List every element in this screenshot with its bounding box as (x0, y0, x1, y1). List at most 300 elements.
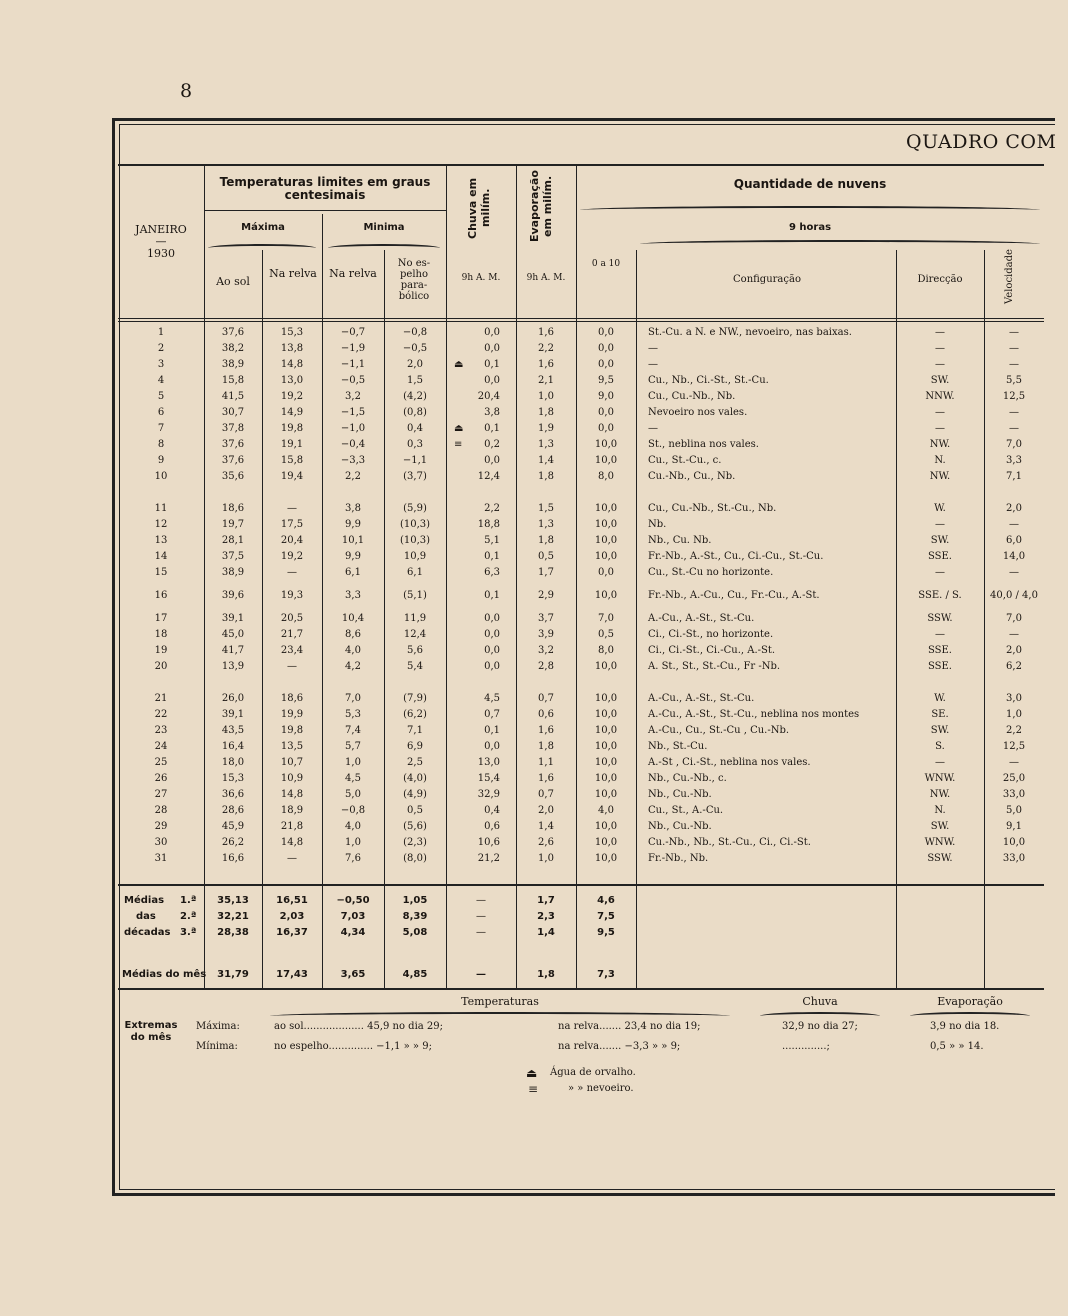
row-relva-min: 7,6 (345, 853, 361, 864)
row-direccao: — (935, 359, 945, 370)
row-relva-max: 10,9 (280, 773, 304, 784)
row-direccao: — (935, 343, 945, 354)
row-configuracao: Fr.-Nb., A.-St., Cu., Ci.-Cu., St.-Cu. (648, 551, 824, 562)
mes-ch: — (476, 969, 486, 980)
row-direccao: — (935, 567, 945, 578)
row-nuvens-qtd: 10,0 (594, 590, 618, 601)
row-chuva: 0,6 (484, 821, 500, 832)
row-nuvens-qtd: 10,0 (594, 837, 618, 848)
row-velocidade: 33,0 (1002, 853, 1026, 864)
row-direccao: SSE. (927, 645, 952, 656)
row-relva-min: 10,1 (341, 535, 365, 546)
row-relva-min: −3,3 (340, 455, 366, 466)
row-espelho: −1,1 (402, 455, 428, 466)
row-ao-sol: 35,6 (221, 471, 245, 482)
row-espelho: 12,4 (403, 629, 427, 640)
row-configuracao: A.-Cu., A.-St., St.-Cu. (648, 613, 755, 624)
row-evaporacao: 2,6 (538, 837, 554, 848)
row-velocidade: 7,0 (1006, 439, 1022, 450)
row-direccao: WNW. (924, 773, 956, 784)
row-configuracao: A.-St , Ci.-St., neblina nos vales. (648, 757, 811, 768)
col-na-relva-min: Na relva (329, 267, 377, 280)
row-nuvens-qtd: 10,0 (594, 439, 618, 450)
mes-rmax: 17,43 (276, 969, 308, 980)
row-relva-min: −1,0 (340, 423, 366, 434)
medias-label-1: Médias (124, 895, 165, 906)
extremas-max-label: Máxima: (196, 1021, 240, 1032)
decada-nuvens: 9,5 (597, 927, 615, 938)
row-espelho: (0,8) (403, 407, 427, 418)
temp-group-title: Temperaturas limites em graus centesimais (219, 175, 431, 202)
row-espelho: (2,3) (403, 837, 427, 848)
row-day: 1 (157, 327, 165, 338)
row-espelho: 10,9 (403, 551, 427, 562)
row-nuvens-qtd: 4,0 (598, 805, 614, 816)
row-configuracao: Nb. (648, 519, 667, 530)
row-relva-max: 13,5 (280, 741, 304, 752)
row-relva-max: — (287, 567, 297, 578)
row-nuvens-qtd: 10,0 (594, 757, 618, 768)
row-chuva: 0,7 (484, 709, 500, 720)
row-chuva: 0,1 (484, 359, 500, 370)
row-espelho: (5,9) (403, 503, 427, 514)
row-relva-min: 8,6 (345, 629, 361, 640)
row-relva-max: 18,9 (280, 805, 304, 816)
col-configuracao: Configuração (733, 274, 801, 285)
row-evaporacao: 3,2 (538, 645, 554, 656)
row-direccao: NW. (929, 789, 951, 800)
row-configuracao: — (648, 343, 658, 354)
row-day: 20 (154, 661, 168, 672)
row-relva-min: 2,2 (345, 471, 361, 482)
row-nuvens-qtd: 0,0 (598, 407, 614, 418)
row-relva-min: 3,3 (345, 590, 361, 601)
row-configuracao: Fr.-Nb., Nb. (648, 853, 709, 864)
row-day: 11 (154, 503, 168, 514)
decada-ao-sol: 35,13 (217, 895, 249, 906)
row-espelho: 1,5 (407, 375, 423, 386)
row-relva-max: — (287, 661, 297, 672)
row-configuracao: Cu., St.-Cu no horizonte. (648, 567, 774, 578)
row-relva-max: 17,5 (280, 519, 304, 530)
time-9h-evap: 9h A. M. (526, 273, 566, 283)
row-relva-max: 15,8 (280, 455, 304, 466)
row-day: 22 (154, 709, 168, 720)
row-espelho: 5,6 (407, 645, 423, 656)
row-direccao: — (935, 519, 945, 530)
row-espelho: 7,1 (407, 725, 423, 736)
row-nuvens-qtd: 0,0 (598, 567, 614, 578)
row-velocidade: 12,5 (1002, 391, 1026, 402)
row-velocidade: 6,2 (1006, 661, 1022, 672)
row-relva-min: −1,9 (340, 343, 366, 354)
row-day: 14 (154, 551, 168, 562)
row-direccao: — (935, 757, 945, 768)
row-chuva: 0,0 (484, 645, 500, 656)
row-nuvens-qtd: 0,0 (598, 359, 614, 370)
row-ao-sol: 37,8 (221, 423, 245, 434)
row-day: 28 (154, 805, 168, 816)
row-espelho: (4,2) (403, 391, 427, 402)
row-ao-sol: 16,4 (221, 741, 245, 752)
row-velocidade: 40,0 / 4,0 (990, 590, 1038, 601)
row-chuva: 0,0 (484, 629, 500, 640)
row-evaporacao: 1,0 (538, 391, 554, 402)
row-nuvens-qtd: 8,0 (598, 471, 614, 482)
month-label: JANEIRO (135, 223, 187, 236)
table-top-rule (118, 164, 1044, 166)
page-number: 8 (180, 80, 193, 102)
row-relva-max: 21,7 (280, 629, 304, 640)
row-direccao: NW. (929, 471, 951, 482)
row-evaporacao: 3,9 (538, 629, 554, 640)
extremas-min-evap: 0,5 » » 14. (930, 1041, 984, 1052)
col-evap: Evaporação em milím. (528, 170, 554, 242)
decada-chuva: — (476, 895, 486, 906)
row-chuva: 0,0 (484, 613, 500, 624)
row-nuvens-qtd: 10,0 (594, 741, 618, 752)
row-configuracao: Nb., Cu. Nb. (648, 535, 712, 546)
row-configuracao: Cu., Nb., Ci.-St., St.-Cu. (648, 375, 769, 386)
row-direccao: — (935, 327, 945, 338)
row-day: 4 (157, 375, 165, 386)
row-espelho: (8,0) (403, 853, 427, 864)
row-nuvens-qtd: 7,0 (598, 613, 614, 624)
row-espelho: 5,4 (407, 661, 423, 672)
medias-bottom-rule (118, 988, 1044, 990)
col-rule-clouds-0 (636, 250, 637, 988)
row-evaporacao: 1,0 (538, 853, 554, 864)
row-ao-sol: 39,6 (221, 590, 245, 601)
row-configuracao: Cu., St.-Cu., c. (648, 455, 722, 466)
medias-label-3: décadas (124, 927, 171, 938)
row-evaporacao: 1,1 (538, 757, 554, 768)
row-relva-max: 20,5 (280, 613, 304, 624)
row-ao-sol: 43,5 (221, 725, 245, 736)
decada-nuvens: 7,5 (597, 911, 615, 922)
row-nuvens-qtd: 0,0 (598, 343, 614, 354)
row-nuvens-qtd: 10,0 (594, 853, 618, 864)
extremas-min-chuva: ..............; (782, 1041, 830, 1052)
row-day: 29 (154, 821, 168, 832)
extremas-max-relva: na relva....... 23,4 no dia 19; (558, 1021, 701, 1032)
col-ao-sol: Ao sol (216, 275, 250, 288)
row-relva-max: 19,2 (280, 391, 304, 402)
row-evaporacao: 1,3 (538, 439, 554, 450)
decada-chuva: — (476, 911, 486, 922)
row-nuvens-qtd: 10,0 (594, 551, 618, 562)
row-relva-max: 13,8 (280, 343, 304, 354)
row-nuvens-qtd: 0,0 (598, 423, 614, 434)
row-chuva: 20,4 (477, 391, 500, 402)
row-direccao: SW. (930, 821, 950, 832)
row-chuva: 4,5 (484, 693, 500, 704)
row-ao-sol: 45,0 (221, 629, 245, 640)
row-direccao: W. (934, 503, 946, 514)
row-configuracao: Nb., Cu.-Nb. (648, 821, 712, 832)
row-ao-sol: 41,7 (221, 645, 245, 656)
extremas-min-label: Mínima: (196, 1041, 238, 1052)
row-evaporacao: 1,8 (538, 407, 554, 418)
row-relva-min: 9,9 (345, 519, 361, 530)
table-title: QUADRO COM (906, 131, 1057, 153)
time-9h-chuva: 9h A. M. (461, 273, 501, 283)
decada-evaporacao: 1,4 (537, 927, 555, 938)
row-relva-min: 7,0 (345, 693, 361, 704)
header-bottom-rule (118, 318, 1044, 319)
mes-sol: 31,79 (217, 969, 249, 980)
row-relva-max: 18,6 (280, 693, 304, 704)
row-espelho: 0,4 (407, 423, 423, 434)
row-day: 3 (157, 359, 165, 370)
decada-relva-min: 7,03 (340, 911, 366, 922)
row-relva-min: 10,4 (341, 613, 365, 624)
row-relva-max: 14,8 (280, 359, 304, 370)
row-nuvens-qtd: 9,5 (598, 375, 614, 386)
row-day: 7 (157, 423, 165, 434)
row-direccao: SW. (930, 725, 950, 736)
extremas-min-espelho: no espelho.............. −1,1 » » 9; (274, 1041, 432, 1052)
row-day: 21 (154, 693, 168, 704)
row-relva-max: 10,7 (280, 757, 304, 768)
decada-evaporacao: 1,7 (537, 895, 555, 906)
row-configuracao: Fr.-Nb., A.-Cu., Cu., Fr.-Cu., A.-St. (648, 590, 820, 601)
nuvens-9horas: 9 horas (788, 222, 832, 233)
row-relva-min: 1,0 (345, 837, 361, 848)
extremas-label: Extremas do mês (124, 1020, 178, 1043)
col-rule-max-min (322, 214, 323, 250)
row-configuracao: St., neblina nos vales. (648, 439, 759, 450)
row-velocidade: — (1009, 407, 1019, 418)
row-relva-max: 19,3 (280, 590, 304, 601)
row-ao-sol: 36,6 (221, 789, 245, 800)
row-espelho: (6,2) (403, 709, 427, 720)
row-configuracao: Nb., Cu.-Nb. (648, 789, 712, 800)
row-day: 26 (154, 773, 168, 784)
row-velocidade: 3,3 (1006, 455, 1022, 466)
row-day: 30 (154, 837, 168, 848)
decada-relva-max: 16,37 (276, 927, 308, 938)
brace-9horas (640, 240, 1040, 248)
year-label: 1930 (147, 247, 175, 260)
row-chuva: 0,0 (484, 661, 500, 672)
decada-ao-sol: 28,38 (217, 927, 249, 938)
row-day: 17 (154, 613, 168, 624)
row-chuva: 0,0 (484, 375, 500, 386)
row-relva-min: 1,0 (345, 757, 361, 768)
row-velocidade: 7,1 (1006, 471, 1022, 482)
row-ao-sol: 30,7 (221, 407, 245, 418)
row-day: 24 (154, 741, 168, 752)
row-velocidade: — (1009, 629, 1019, 640)
decada-key: 2.ª (180, 911, 197, 922)
row-day: 25 (154, 757, 168, 768)
row-velocidade: 25,0 (1002, 773, 1026, 784)
row-chuva: 0,1 (484, 551, 500, 562)
row-ao-sol: 19,7 (221, 519, 245, 530)
row-relva-max: 14,8 (280, 837, 304, 848)
row-day: 12 (154, 519, 168, 530)
brace-minima (328, 244, 440, 252)
row-evaporacao: 0,7 (538, 789, 554, 800)
row-evaporacao: 1,6 (538, 327, 554, 338)
row-relva-min: −1,1 (340, 359, 366, 370)
row-direccao: SSE. / S. (918, 590, 962, 601)
row-evaporacao: 1,9 (538, 423, 554, 434)
row-ao-sol: 28,1 (221, 535, 245, 546)
row-direccao: NNW. (925, 391, 955, 402)
row-configuracao: Nb., Cu.-Nb., c. (648, 773, 727, 784)
brace-extremas-chuva (760, 1012, 880, 1020)
decada-chuva: — (476, 927, 486, 938)
row-velocidade: — (1009, 423, 1019, 434)
row-relva-max: 14,9 (280, 407, 304, 418)
row-chuva: 0,1 (484, 590, 500, 601)
row-velocidade: — (1009, 757, 1019, 768)
row-chuva: 10,6 (477, 837, 500, 848)
row-direccao: NW. (929, 439, 951, 450)
row-ao-sol: 45,9 (221, 821, 245, 832)
row-direccao: SE. (931, 709, 949, 720)
row-espelho: (4,0) (403, 773, 427, 784)
row-chuva: 0,1 (484, 725, 500, 736)
decada-relva-min: 4,34 (340, 927, 366, 938)
row-evaporacao: 1,6 (538, 725, 554, 736)
row-espelho: 0,3 (407, 439, 423, 450)
row-chuva: 0,0 (484, 455, 500, 466)
row-relva-max: 23,4 (280, 645, 304, 656)
row-relva-max: 15,3 (280, 327, 304, 338)
row-direccao: SSW. (927, 853, 953, 864)
row-configuracao: — (648, 423, 658, 434)
row-direccao: SW. (930, 375, 950, 386)
row-velocidade: — (1009, 327, 1019, 338)
row-velocidade: 6,0 (1006, 535, 1022, 546)
row-evaporacao: 1,6 (538, 773, 554, 784)
row-configuracao: — (648, 359, 658, 370)
decada-espelho: 8,39 (402, 911, 428, 922)
row-configuracao: St.-Cu. a N. e NW., nevoeiro, nas baixas. (648, 327, 852, 338)
extremas-max-sol: ao sol................... 45,9 no dia 29; (274, 1021, 444, 1032)
row-chuva: 12,4 (477, 471, 500, 482)
row-velocidade: 2,2 (1006, 725, 1022, 736)
row-ao-sol: 41,5 (221, 391, 245, 402)
row-relva-min: 6,1 (345, 567, 361, 578)
header-bottom-rule-2 (118, 321, 1044, 322)
row-ao-sol: 18,6 (221, 503, 245, 514)
row-configuracao: Cu., St., A.-Cu. (648, 805, 724, 816)
row-day: 23 (154, 725, 168, 736)
row-velocidade: 9,1 (1006, 821, 1022, 832)
row-direccao: W. (934, 693, 946, 704)
row-velocidade: 1,0 (1006, 709, 1022, 720)
row-day: 5 (157, 391, 165, 402)
decada-espelho: 1,05 (402, 895, 428, 906)
row-nuvens-qtd: 10,0 (594, 535, 618, 546)
row-day: 15 (154, 567, 168, 578)
row-espelho: (5,1) (403, 590, 427, 601)
row-direccao: S. (935, 741, 945, 752)
row-evaporacao: 1,8 (538, 471, 554, 482)
brace-nuvens (580, 206, 1040, 214)
extremas-chuva-header: Chuva (802, 995, 838, 1008)
row-velocidade: — (1009, 519, 1019, 530)
row-evaporacao: 0,7 (538, 693, 554, 704)
row-velocidade: 14,0 (1002, 551, 1026, 562)
row-ao-sol: 38,9 (221, 359, 245, 370)
row-evaporacao: 1,8 (538, 741, 554, 752)
row-configuracao: Cu.-Nb., Nb., St.-Cu., Ci., Ci.-St. (648, 837, 811, 848)
row-chuva: 0,0 (484, 343, 500, 354)
col-na-relva-max: Na relva (269, 267, 317, 280)
row-chuva: 6,3 (484, 567, 500, 578)
col-velocidade: Velocidade (1004, 249, 1015, 305)
row-day: 19 (154, 645, 168, 656)
row-relva-max: 19,4 (280, 471, 304, 482)
row-velocidade: 7,0 (1006, 613, 1022, 624)
extremas-temp-header: Temperaturas (461, 995, 539, 1008)
row-direccao: — (935, 423, 945, 434)
row-direccao: N. (934, 455, 946, 466)
row-nuvens-qtd: 10,0 (594, 725, 618, 736)
row-relva-min: 4,0 (345, 645, 361, 656)
row-nuvens-qtd: 0,0 (598, 327, 614, 338)
row-chuva: 15,4 (477, 773, 500, 784)
row-relva-max: 21,8 (280, 821, 304, 832)
col-chuva: Chuva em milím. (466, 177, 492, 239)
row-ao-sol: 26,2 (221, 837, 245, 848)
fog-symbol: ≡ (528, 1082, 539, 1096)
row-espelho: −0,8 (402, 327, 428, 338)
brace-maxima (208, 244, 316, 252)
row-day: 13 (154, 535, 168, 546)
row-evaporacao: 1,4 (538, 821, 554, 832)
row-configuracao: Ci., Ci.-St., Ci.-Cu., A.-St. (648, 645, 776, 656)
row-evaporacao: 3,7 (538, 613, 554, 624)
row-ao-sol: 26,0 (221, 693, 245, 704)
row-ao-sol: 16,6 (221, 853, 245, 864)
row-direccao: WNW. (924, 837, 956, 848)
row-nuvens-qtd: 8,0 (598, 645, 614, 656)
row-configuracao: Cu., Cu.-Nb., St.-Cu., Nb. (648, 503, 777, 514)
row-chuva: 13,0 (477, 757, 500, 768)
row-chuva: 5,1 (484, 535, 500, 546)
row-configuracao: Cu.-Nb., Cu., Nb. (648, 471, 736, 482)
row-chuva: 18,8 (477, 519, 500, 530)
row-direccao: SW. (930, 535, 950, 546)
body-bottom-rule (118, 884, 1044, 886)
row-direccao: SSE. (927, 661, 952, 672)
row-ao-sol: 28,6 (221, 805, 245, 816)
row-nuvens-qtd: 9,0 (598, 391, 614, 402)
row-direccao: N. (934, 805, 946, 816)
row-velocidade: — (1009, 567, 1019, 578)
row-nuvens-qtd: 10,0 (594, 789, 618, 800)
row-ao-sol: 18,0 (221, 757, 245, 768)
row-nuvens-qtd: 10,0 (594, 519, 618, 530)
row-velocidade: 33,0 (1002, 789, 1026, 800)
row-day: 10 (154, 471, 168, 482)
row-chuva: 0,1 (484, 423, 500, 434)
row-nuvens-qtd: 10,0 (594, 503, 618, 514)
row-relva-min: −0,5 (340, 375, 366, 386)
row-espelho: 0,5 (407, 805, 423, 816)
row-relva-max: 19,9 (280, 709, 304, 720)
row-ao-sol: 15,8 (221, 375, 245, 386)
row-ao-sol: 13,9 (221, 661, 245, 672)
row-relva-max: 13,0 (280, 375, 304, 386)
extremas-evap-header: Evaporação (937, 995, 1003, 1008)
